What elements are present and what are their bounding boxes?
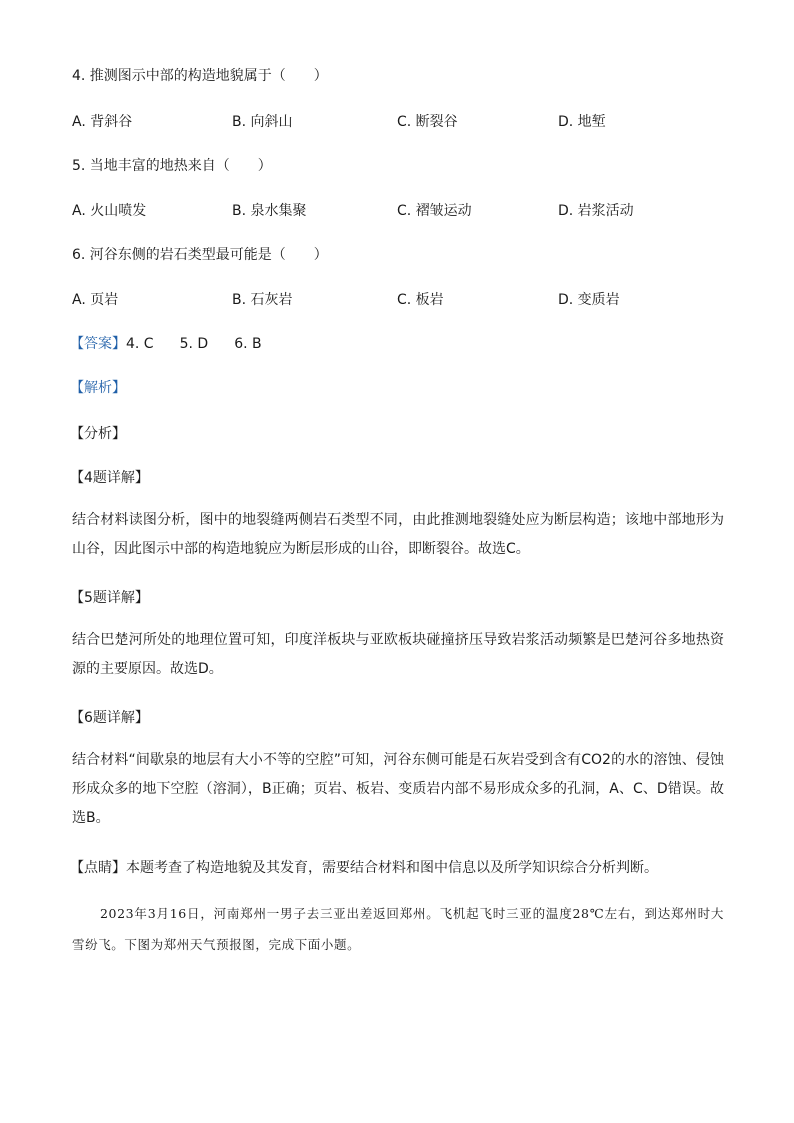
question-6-stem: 6. 河谷东侧的岩石类型最可能是（ ） bbox=[72, 247, 328, 263]
fenxi-tag: 【分析】 bbox=[70, 426, 126, 442]
detail-6-text: 结合材料“间歇泉的地层有大小不等的空腔”可知，河谷东侧可能是石灰岩受到含有CO2的水的溶蚀、侵蚀形成众多的地下空腔（溶洞），B正确；页岩、板岩、变质岩内部不易形成众多的孔洞，A、C、D错误。故选B。 bbox=[72, 752, 724, 826]
detail-5-tag: 【5题详解】 bbox=[70, 590, 149, 606]
detail-4-tag: 【4题详解】 bbox=[70, 470, 149, 486]
answer-item-4: 4. C bbox=[126, 336, 154, 352]
detail-5-text: 结合巴楚河所处的地理位置可知，印度洋板块与亚欧板块碰撞挤压导致岩浆活动频繁是巴楚河谷多地热资源的主要原因。故选D。 bbox=[72, 632, 724, 677]
question-4-stem: 4. 推测图示中部的构造地貌属于（ ） bbox=[72, 68, 328, 84]
answer-tag: 【答案】 bbox=[70, 336, 126, 352]
q4-option-a: A. 背斜谷 bbox=[72, 114, 133, 130]
question-4-options bbox=[72, 112, 732, 132]
q5-option-a: A. 火山喷发 bbox=[72, 203, 147, 219]
comment-text: 本题考查了构造地貌及其发育，需要结合材料和图中信息以及所学知识综合分析判断。 bbox=[126, 860, 658, 876]
q5-option-c: C. 褶皱运动 bbox=[397, 203, 472, 219]
question-5-stem: 5. 当地丰富的地热来自（ ） bbox=[72, 158, 272, 174]
q4-option-d: D. 地堑 bbox=[558, 114, 606, 130]
q5-option-b: B. 泉水集聚 bbox=[232, 203, 307, 219]
comment-line bbox=[70, 858, 658, 878]
answer-line bbox=[70, 334, 288, 354]
detail-6-tag: 【6题详解】 bbox=[70, 710, 149, 726]
q6-option-b: B. 石灰岩 bbox=[232, 292, 293, 308]
q6-option-a: A. 页岩 bbox=[72, 292, 119, 308]
next-passage: 2023年3月16日，河南郑州一男子去三亚出差返回郑州。飞机起飞时三亚的温度28℃左右，到达郑州时大雪纷飞。下图为郑州天气预报图，完成下面小题。 bbox=[72, 906, 724, 952]
comment-tag: 【点睛】 bbox=[70, 860, 126, 876]
q6-option-c: C. 板岩 bbox=[397, 292, 444, 308]
answer-item-6: 6. B bbox=[234, 336, 262, 352]
q5-option-d: D. 岩浆活动 bbox=[558, 203, 634, 219]
detail-4-text: 结合材料读图分析，图中的地裂缝两侧岩石类型不同，由此推测地裂缝处应为断层构造；该地中部地形为山谷，因此图示中部的构造地貌应为断层形成的山谷，即断裂谷。故选C。 bbox=[72, 512, 724, 557]
answer-item-5: 5. D bbox=[179, 336, 209, 352]
q4-option-c: C. 断裂谷 bbox=[397, 114, 458, 130]
q4-option-b: B. 向斜山 bbox=[232, 114, 293, 130]
q6-option-d: D. 变质岩 bbox=[558, 292, 620, 308]
question-5-options bbox=[72, 201, 732, 221]
analysis-tag: 【解析】 bbox=[70, 380, 126, 396]
question-6-options bbox=[72, 290, 732, 310]
